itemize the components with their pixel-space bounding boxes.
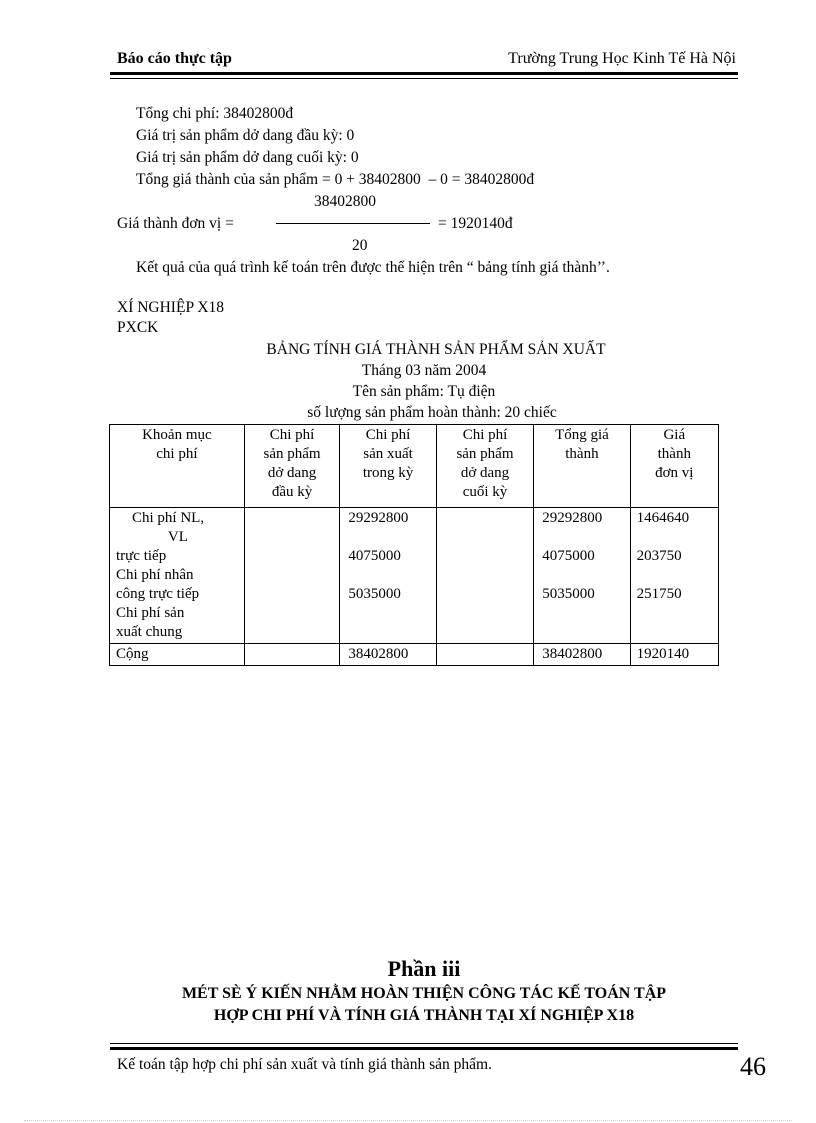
- unit-cell: 1464640 203750 251750: [630, 508, 718, 644]
- fraction-denominator: 20: [352, 237, 368, 254]
- section-subtitle-2: HỢP CHI PHÍ VÀ TÍNH GIÁ THÀNH TẠI XÍ NGHIỆP X18: [213, 1007, 635, 1024]
- wip-begin-line: Giá trị sản phẩm dở dang đầu kỳ: 0: [136, 127, 355, 144]
- header-total: Tổng giá thành: [534, 425, 630, 508]
- fraction-numerator: 38402800: [314, 193, 376, 210]
- header-rule-thick: [110, 72, 738, 75]
- header-wip-end: Chi phí sản phẩm dở dang cuối kỳ: [436, 425, 534, 508]
- in-period-cell: 29292800 4075000 5035000: [340, 508, 436, 644]
- total-unit-cell: 1920140: [630, 644, 718, 666]
- header-item: Khoản mục chi phí: [110, 425, 245, 508]
- total-price-line: Tổng giá thành của sản phẩm = 0 + 38402800 – 0 = 38402800đ: [136, 171, 535, 188]
- page-number: 46: [740, 1052, 766, 1081]
- org-unit: PXCK: [117, 319, 159, 336]
- footer-rule-thick: [110, 1047, 738, 1050]
- total-label-cell: Cộng: [110, 644, 245, 666]
- section-title: Phần iii: [387, 956, 461, 981]
- header-rule-thin: [110, 78, 738, 79]
- table-row: [110, 508, 719, 644]
- footer-text: Kế toán tập hợp chi phí sản xuất và tính giá thành sản phẩm.: [117, 1056, 492, 1073]
- footer-rule-thin: [110, 1043, 738, 1044]
- conclusion-line: Kết quả của quá trình kế toán trên được thể hiện trên “ bảng tính giá thành’’.: [136, 259, 610, 276]
- total-wip-end-cell: [436, 644, 534, 666]
- cost-table: [109, 424, 719, 666]
- total-wip-begin-cell: [244, 644, 340, 666]
- unit-price-label: Giá thành đơn vị =: [117, 215, 234, 232]
- fraction-bar: [276, 223, 430, 224]
- table-total-row: [110, 644, 719, 666]
- item-cell: Chi phí NL, VL trực tiếp Chi phí nhân công trực tiếp Chi phí sản xuất chung: [110, 508, 245, 644]
- wip-end-line: Giá trị sản phẩm dở dang cuối kỳ: 0: [136, 149, 359, 166]
- header-wip-begin: Chi phí sản phẩm dở dang đầu kỳ: [244, 425, 340, 508]
- table-title: BẢNG TÍNH GIÁ THÀNH SẢN PHẨM SẢN XUẤT: [266, 341, 606, 358]
- header-right-title: Trường Trung Học Kinh Tế Hà Nội: [508, 50, 736, 67]
- table-header-row: [110, 425, 719, 508]
- table-product: Tên sản phẩm: Tụ điện: [352, 383, 496, 400]
- table-month: Tháng 03 năm 2004: [361, 362, 487, 379]
- table-quantity: số lượng sản phẩm hoàn thành: 20 chiếc: [307, 404, 557, 421]
- total-cell: 29292800 4075000 5035000: [534, 508, 630, 644]
- total-cost-line: Tổng chi phí: 38402800đ: [136, 105, 294, 122]
- total-in-period-cell: 38402800: [340, 644, 436, 666]
- org-name: XÍ NGHIỆP X18: [117, 299, 225, 316]
- wip-end-cell: [436, 508, 534, 644]
- header-in-period: Chi phí sản xuất trong kỳ: [340, 425, 436, 508]
- unit-price-result: = 1920140đ: [438, 215, 513, 232]
- header-left-title: Báo cáo thực tập: [117, 50, 232, 67]
- page-edge: [24, 1120, 792, 1121]
- wip-begin-cell: [244, 508, 340, 644]
- section-subtitle-1: MÉT SÈ Ý KIẾN NHẰM HOÀN THIỆN CÔNG TÁC KẾ TOÁN TẬP: [181, 985, 667, 1002]
- header-unit: Giá thành đơn vị: [630, 425, 718, 508]
- total-total-cell: 38402800: [534, 644, 630, 666]
